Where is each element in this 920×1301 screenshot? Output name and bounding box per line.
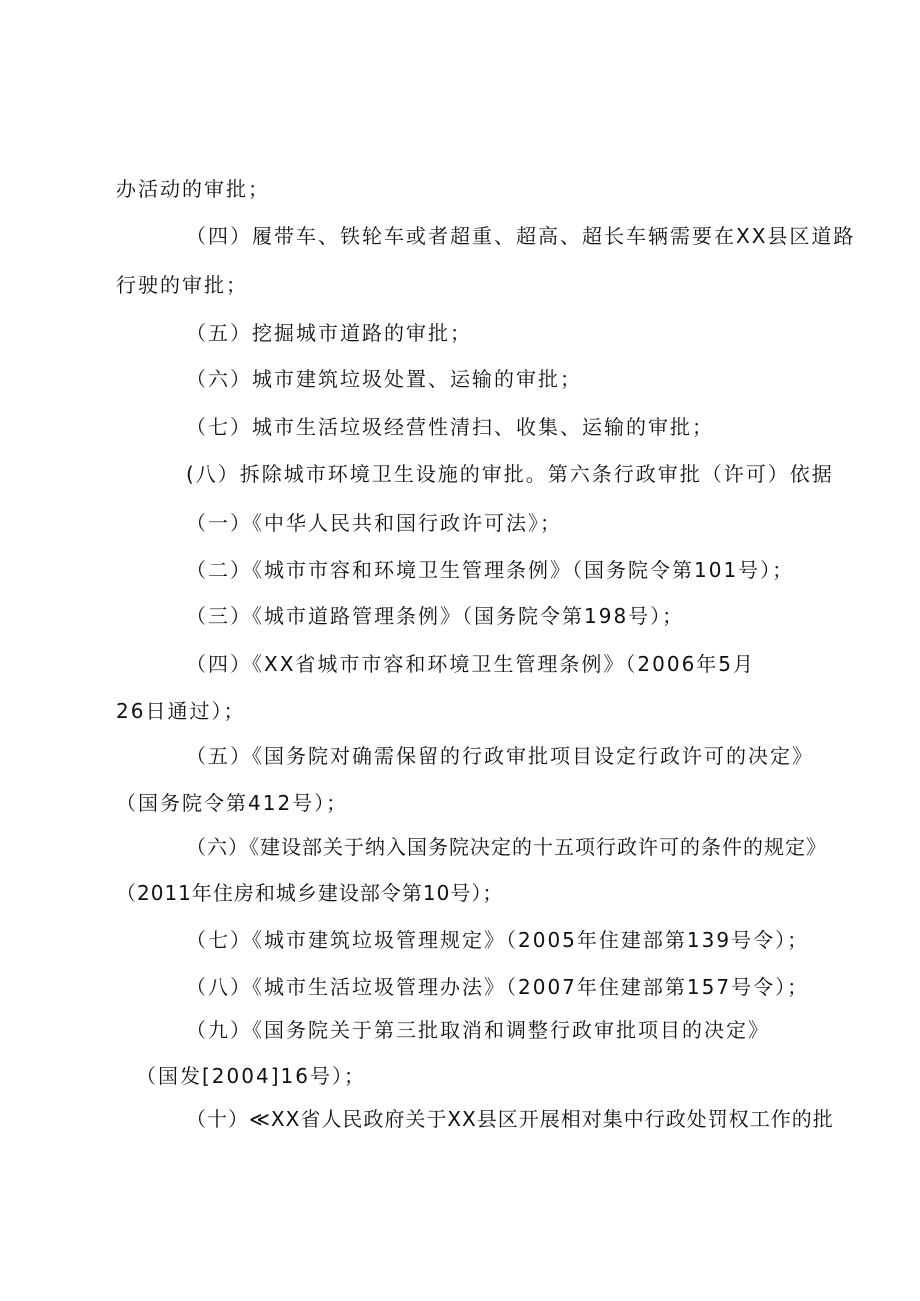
text-line: （五）《国务院对确需保留的行政审批项目设定行政许可的决定》 <box>186 744 814 768</box>
text-line: （三）《城市道路管理条例》（国务院令第198号）； <box>186 604 685 628</box>
text-line: （十）≪XX省人民政府关于XX县区开展相对集中行政处罚权工作的批 <box>186 1107 834 1131</box>
text-line: （八）《城市生活垃圾管理办法》（2007年住建部第157号令）； <box>186 975 810 999</box>
text-line: （四）《XX省城市市容和环境卫生管理条例》（2006年5月 <box>186 652 756 676</box>
text-line: （五）挖掘城市道路的审批； <box>186 321 472 345</box>
text-line: （二）《城市市容和环境卫生管理条例》（国务院令第101号）； <box>186 558 795 582</box>
text-line: （七）城市生活垃圾经营性清扫、收集、运输的审批； <box>186 415 714 439</box>
text-line: （四）履带车、铁轮车或者超重、超高、超长车辆需要在XX县区道路 <box>186 224 856 248</box>
text-line: 26日通过）； <box>116 699 246 723</box>
text-line: （七）《城市建筑垃圾管理规定》（2005年住建部第139号令）； <box>186 928 810 952</box>
text-line: （九）《国务院关于第三批取消和调整行政审批项目的决定》 <box>186 1018 770 1042</box>
text-line: 行驶的审批； <box>116 273 248 297</box>
text-line: （国务院令第412号）； <box>116 791 349 815</box>
text-line: （国发[2004]16号）； <box>136 1064 366 1088</box>
text-line: (八）拆除城市环境卫生设施的审批。第六条行政审批（许可）依据 <box>186 462 834 486</box>
text-line: （一）《中华人民共和国行政许可法》； <box>186 511 562 535</box>
text-line: （六）城市建筑垃圾处置、运输的审批； <box>186 367 582 391</box>
text-line: （六）《建设部关于纳入国务院决定的十五项行政许可的条件的规定》 <box>186 835 827 859</box>
text-line: （2011年住房和城乡建设部令第10号）； <box>116 881 504 905</box>
text-line: 办活动的审批； <box>116 177 270 201</box>
